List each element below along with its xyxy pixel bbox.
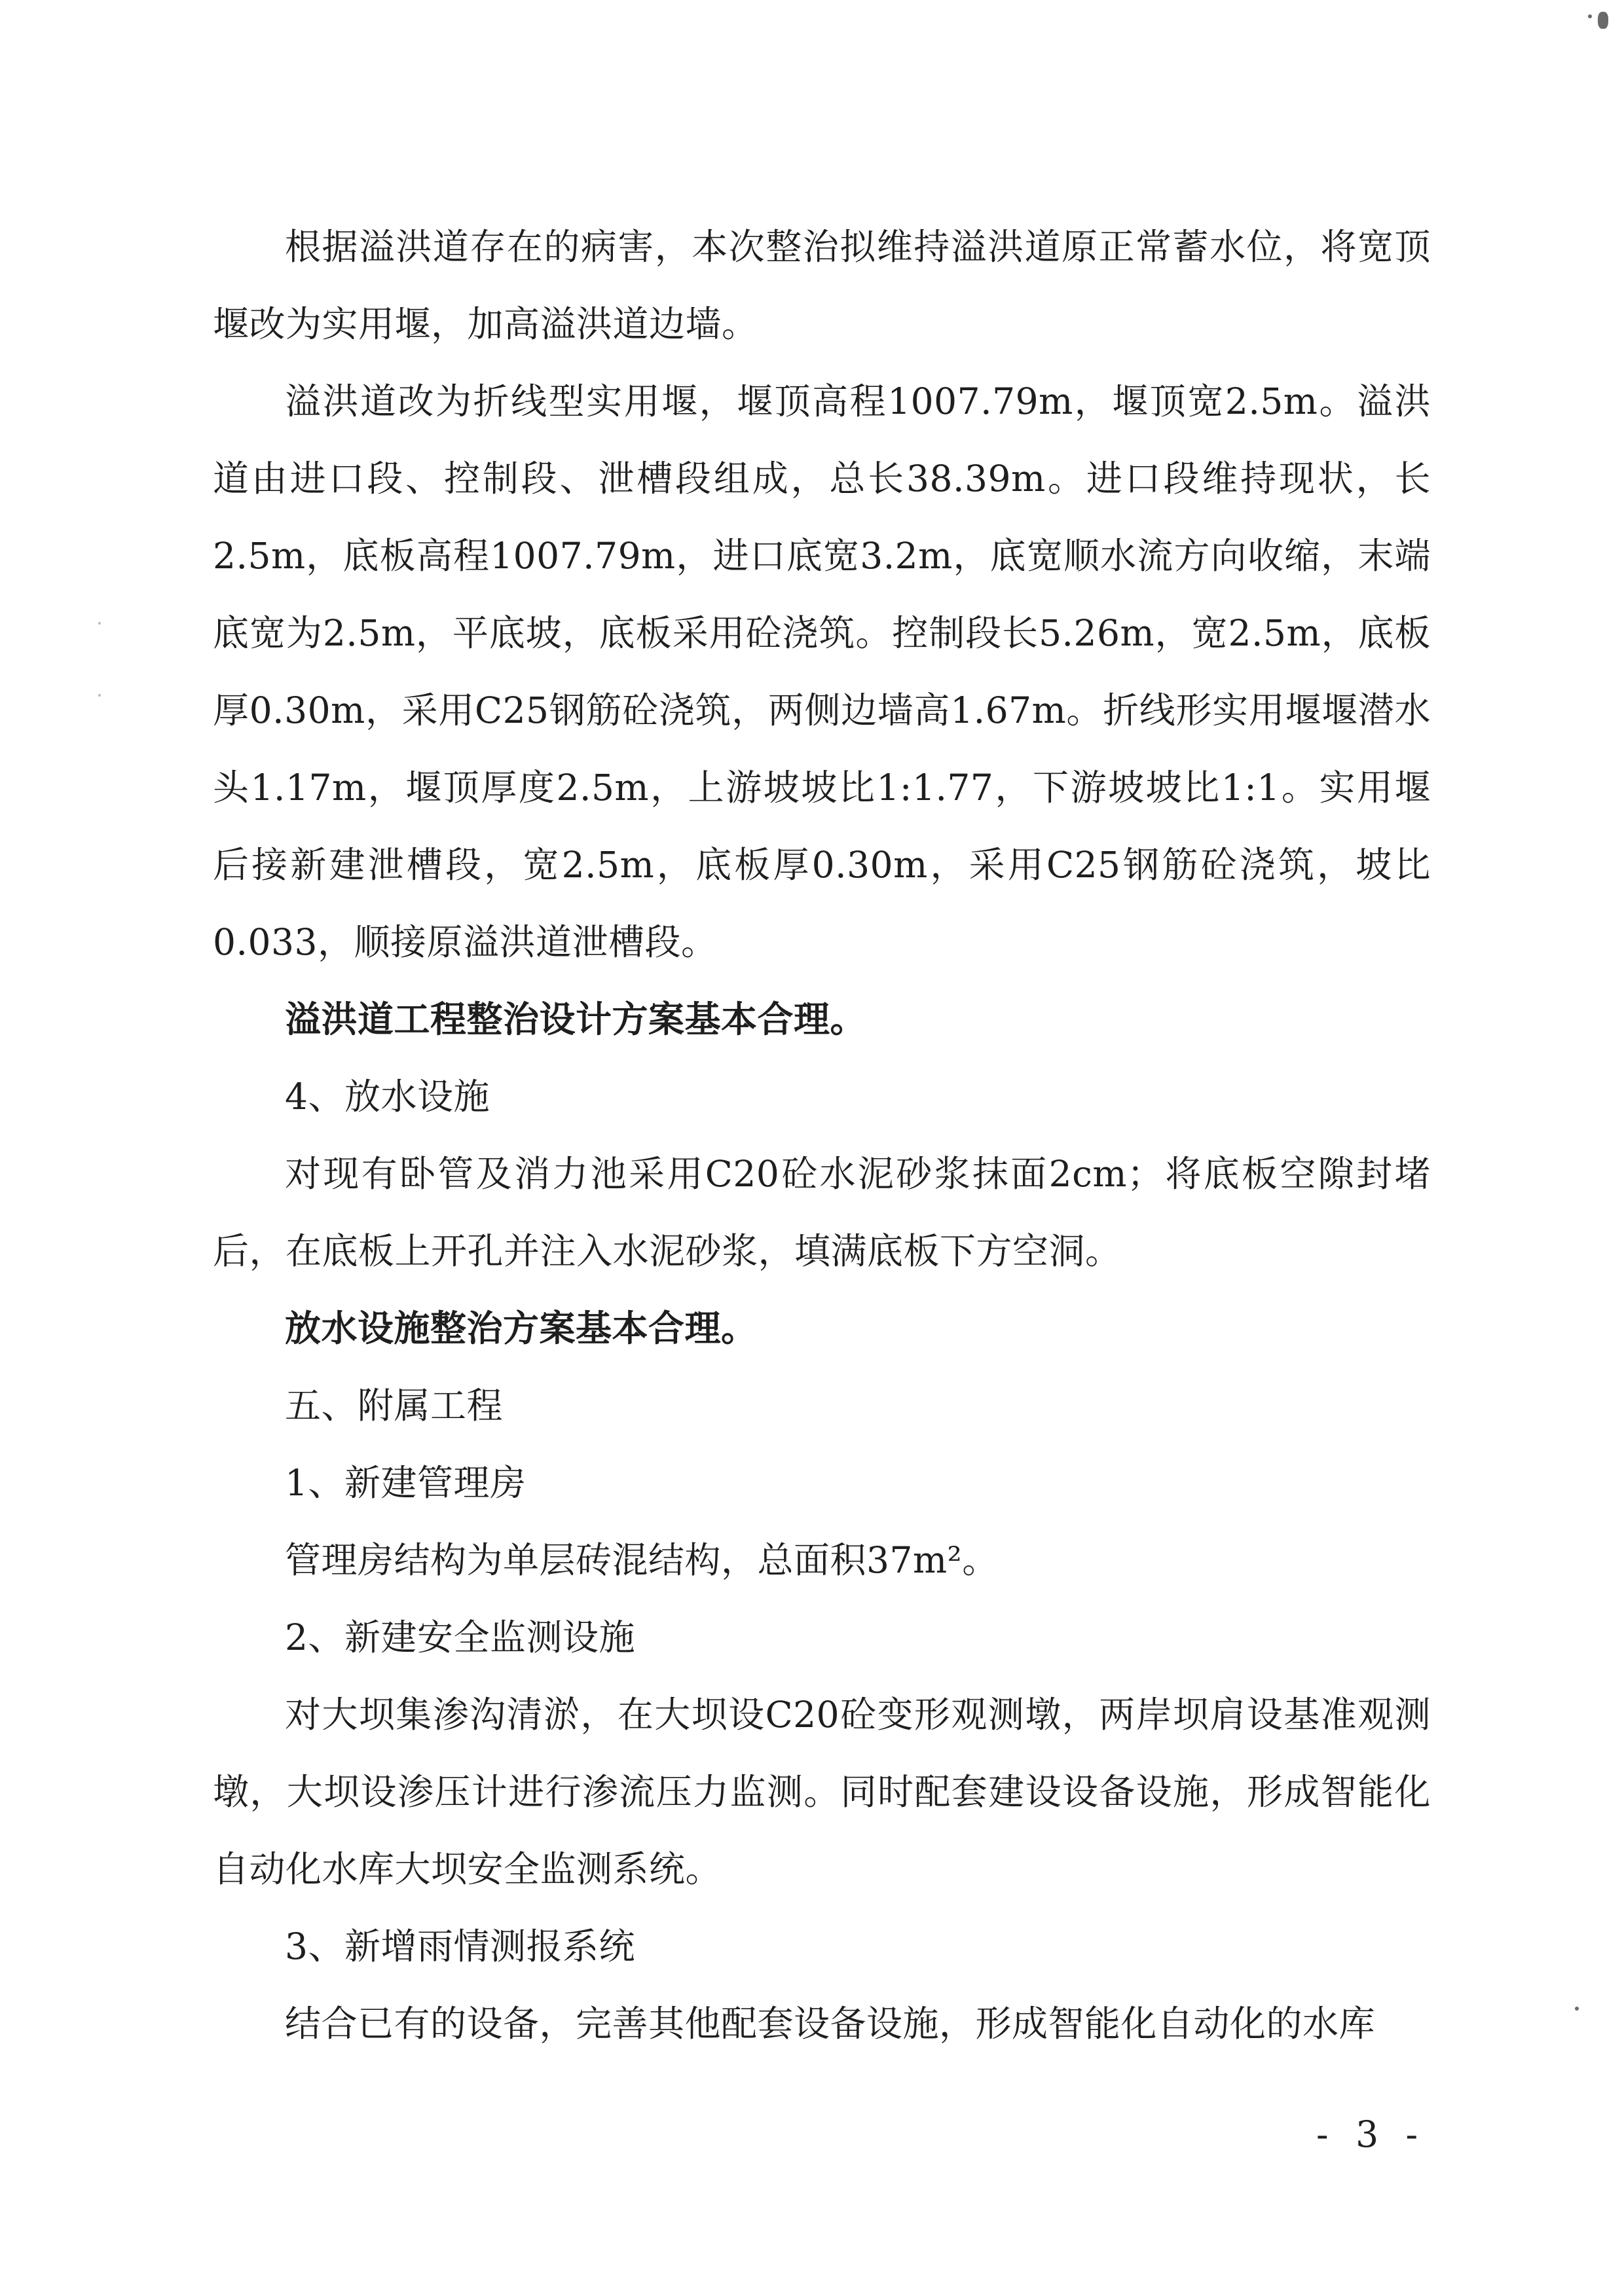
paragraph: 对大坝集渗沟清淤，在大坝设C20砼变形观测墩，两岸坝肩设基准观测墩，大坝设渗压计进行渗流压力监测。同时配套建设设备设施，形成智能化自动化水库大坝安全监测系统。 <box>213 1694 1431 1890</box>
scan-speck <box>1575 2007 1579 2011</box>
paragraph: 溢洪道改为折线型实用堰，堰顶高程1007.79m，堰顶宽2.5m。溢洪道由进口段、控制段、泄槽段组成，总长38.39m。进口段维持现状，长2.5m，底板高程1007.79m，进口底宽3.2m，底宽顺水流方向收缩，末端底宽为2.5m，平底坡，底板采用砼浇筑。控制段长5.26m，宽2.5m，底板厚0.30m，采用C25钢筋砼浇筑，两侧边墙高1.67m。折线形实用堰堰潜水头1.17m，堰顶厚度2.5m，上游坡坡比1:1.77，下游坡坡比1:1。实用堰后接新建泄槽段，宽2.5m，底板厚0.30m，采用C25钢筋砼浇筑，坡比0.033，顺接原溢洪道泄槽段。 <box>213 380 1431 963</box>
conclusion-paragraph: 放水设施整治方案基本合理。 <box>285 1307 758 1349</box>
body-text <box>213 208 1431 2062</box>
section-heading: 五、附属工程 <box>285 1385 504 1427</box>
section-heading: 2、新建安全监测设施 <box>285 1616 635 1658</box>
conclusion-paragraph: 溢洪道工程整治设计方案基本合理。 <box>285 998 867 1040</box>
section-heading: 3、新增雨情测报系统 <box>285 1925 635 1967</box>
section-heading: 1、新建管理房 <box>285 1462 526 1504</box>
paragraph: 根据溢洪道存在的病害，本次整治拟维持溢洪道原正常蓄水位，将宽顶堰改为实用堰，加高溢洪道边墙。 <box>213 226 1431 345</box>
paragraph: 对现有卧管及消力池采用C20砼水泥砂浆抹面2cm；将底板空隙封堵后，在底板上开孔并注入水泥砂浆，填满底板下方空洞。 <box>213 1153 1431 1272</box>
section-heading: 4、放水设施 <box>285 1076 490 1118</box>
page-number: - 3 - <box>1316 2113 1426 2155</box>
scan-speck <box>98 694 101 697</box>
scan-speck <box>98 622 101 625</box>
scan-speck <box>1588 14 1592 18</box>
paragraph: 结合已有的设备，完善其他配套设备设施，形成智能化自动化的水库 <box>285 2003 1376 2045</box>
scan-speck <box>1598 12 1608 29</box>
paragraph: 管理房结构为单层砖混结构，总面积37m²。 <box>285 1539 999 1581</box>
